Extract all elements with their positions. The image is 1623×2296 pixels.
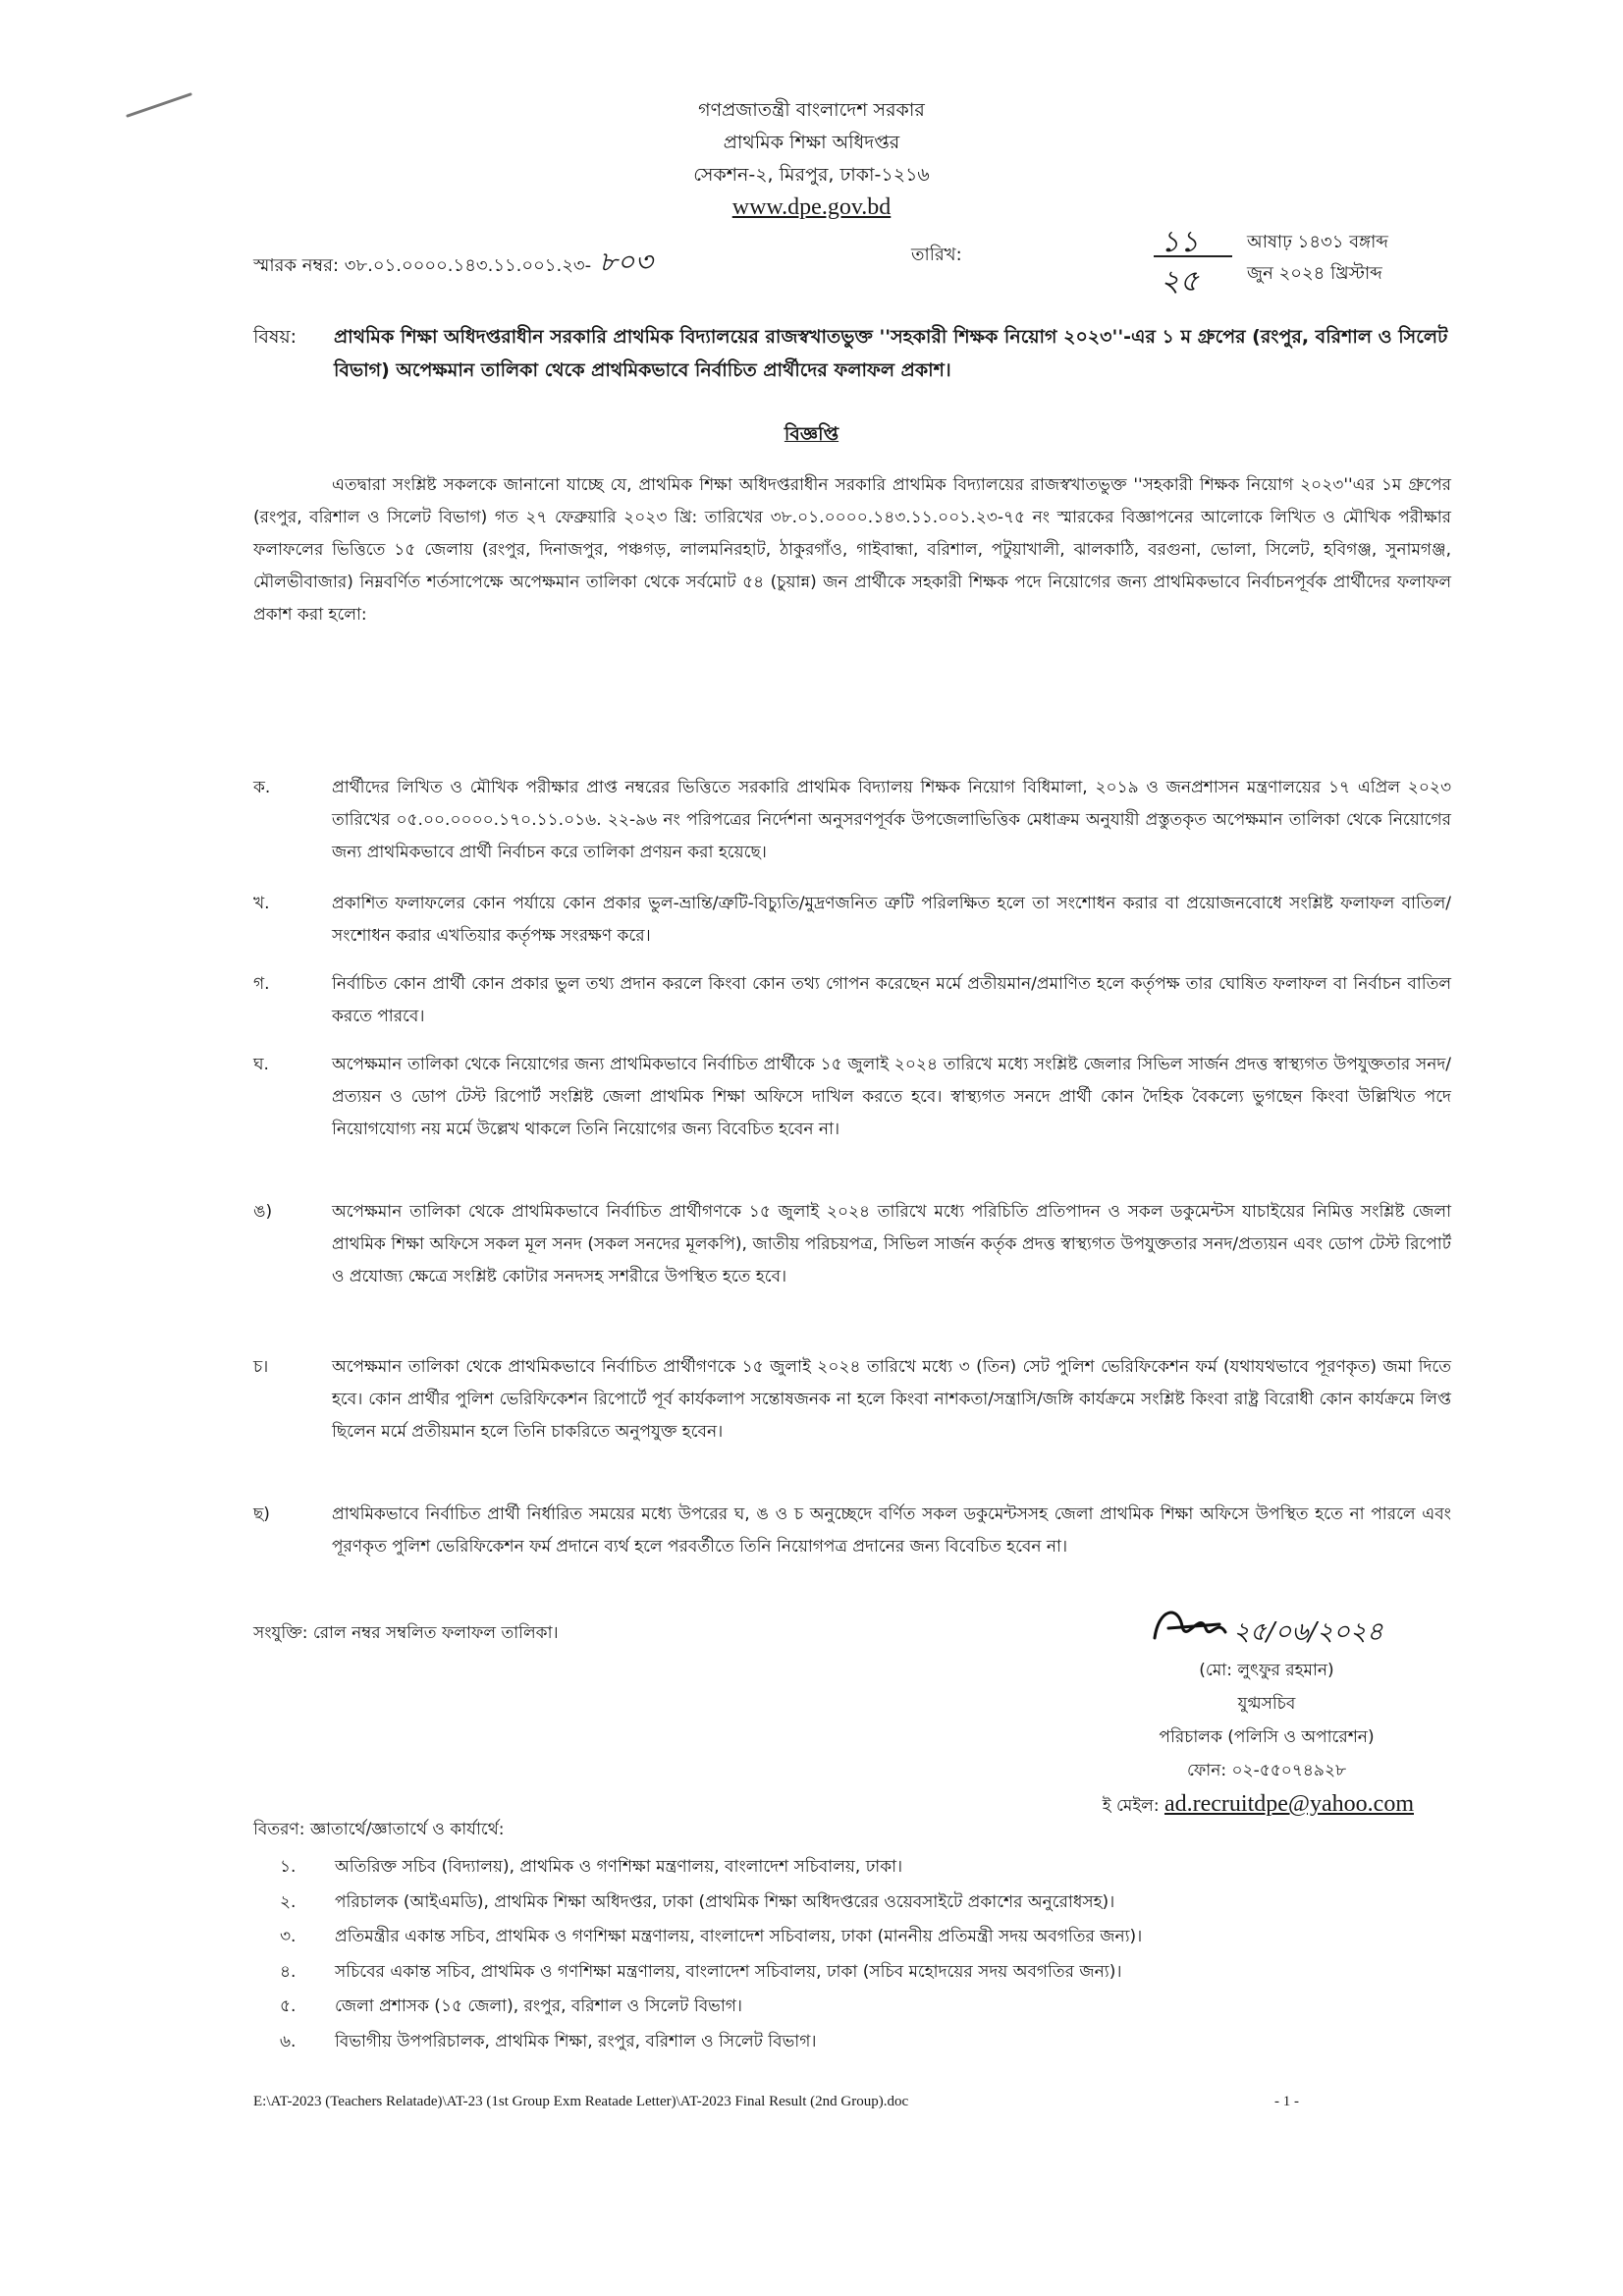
subject-text: প্রাথমিক শিক্ষা অধিদপ্তরাধীন সরকারি প্রাথমিক বিদ্যালয়ের রাজস্বখাতভুক্ত ''সহকারী শিক্ষক নিয়োগ ২০২৩''-এর ১ ম গ্রুপের (রংপুর, বরিশাল ও সিলেট বিভাগ) অপেক্ষমান তালিকা থেকে প্রাথমিকভাবে নির্বাচিত প্রার্থীদের ফলাফল প্রকাশ। — [334, 326, 1448, 381]
distribution-list — [280, 1850, 1448, 2059]
signatory-office: পরিচালক (পলিসি ও অপারেশন) — [1159, 1727, 1375, 1747]
list-number: ৩. — [280, 1927, 297, 1946]
clause-gha — [253, 1049, 1451, 1146]
website-link[interactable]: www.dpe.gov.bd — [731, 194, 892, 220]
clause-ka — [253, 772, 1451, 869]
govt-name: গণপ্রজাতন্ত্রী বাংলাদেশ সরকার — [698, 99, 925, 121]
date-block — [1149, 218, 1463, 297]
clause-marker: ঘ. — [253, 1055, 269, 1074]
handwritten-signature — [1149, 1599, 1404, 1658]
clause-text: অপেক্ষমান তালিকা থেকে প্রাথমিকভাবে নির্বাচিত প্রার্থীগণকে ১৫ জুলাই ২০২৪ তারিখে মধ্যে পরিচিতি প্রতিপাদন ও সকল ডকুমেন্টস যাচাইয়ের নিমিত্ত সংশ্লিষ্ট জেলা প্রাথমিক শিক্ষা অফিসে সকল মূল সনদ (সকল সনদের মূলকপি), জাতীয় পরিচয়পত্র, সিভিল সার্জন কর্তৃক প্রদত্ত স্বাস্থ্যগত উপযুক্ততার সনদ/প্রত্যয়ন এবং ডোপ টেস্ট রিপোর্ট ও প্রযোজ্য ক্ষেত্রে সংশ্লিষ্ট কোটার সনদসহ সশরীরে উপস্থিত হতে হবে। — [332, 1202, 1451, 1286]
signatory-designation: যুগ্মসচিব — [1237, 1694, 1296, 1714]
footer-file-path: E:\AT-2023 (Teachers Relatade)\AT-23 (1st Group Exm Reatade Letter)\AT-2023 Final Result (2nd Group).doc — [253, 2094, 909, 2109]
list-text: জেলা প্রশাসক (১৫ জেলা), রংপুর, বরিশাল ও সিলেট বিভাগ। — [335, 1996, 742, 2016]
list-item — [280, 1920, 1448, 1955]
gregorian-day: ২৫ — [1161, 264, 1199, 299]
clause-marker: ক. — [253, 778, 271, 797]
email-label: ই মেইল: — [1102, 1796, 1160, 1816]
letterhead — [0, 94, 1623, 224]
clause-cha — [253, 1351, 1451, 1449]
list-item — [280, 2025, 1448, 2060]
memo-handwritten-number: ৮০৩ — [599, 246, 653, 278]
clause-marker: গ. — [253, 974, 270, 994]
list-item — [280, 1886, 1448, 1921]
signatory-block — [982, 1654, 1414, 1823]
office-address: সেকশন-২, মিরপুর, ঢাকা-১২১৬ — [693, 164, 930, 186]
clause-marker: খ. — [253, 894, 270, 913]
subject-label: বিষয়: — [253, 326, 298, 348]
list-text: পরিচালক (আইএমডি), প্রাথমিক শিক্ষা অধিদপ্তর, ঢাকা (প্রাথমিক শিক্ষা অধিদপ্তরের ওয়েবসাইটে প্রকাশের অনুরোধসহ)। — [335, 1891, 1115, 1912]
list-text: প্রতিমন্ত্রীর একান্ত সচিব, প্রাথমিক ও গণশিক্ষা মন্ত্রণালয়, বাংলাদেশ সচিবালয়, ঢাকা (মাননীয় প্রতিমন্ত্রী সদয় অবগতির জন্য)। — [335, 1927, 1143, 1946]
signature-date: ২৫/০৬/২০২৪ — [1233, 1617, 1383, 1647]
clause-text: অপেক্ষমান তালিকা থেকে প্রাথমিকভাবে নির্বাচিত প্রার্থীগণকে ১৫ জুলাই ২০২৪ তারিখে মধ্যে ৩ (তিন) সেট পুলিশ ভেরিফিকেশন ফর্ম (যথাযথভাবে পূরণকৃত) জমা দিতে হবে। কোন প্রার্থীর পুলিশ ভেরিফিকেশন রিপোর্টে পূর্ব কার্যকলাপ সন্তোষজনক না হলে কিংবা নাশকতা/সন্ত্রাসি/জঙ্গি কার্যক্রমে সংশ্লিষ্ট কিংবা রাষ্ট্র বিরোধী কোন কার্যক্রমে লিপ্ত ছিলেন মর্মে প্রতীয়মান হলে তিনি চাকরিতে অনুপযুক্ত হবেন। — [332, 1357, 1451, 1442]
subject — [253, 320, 1451, 387]
page-number: - 1 - — [1274, 2094, 1299, 2109]
list-text: বিভাগীয় উপপরিচালক, প্রাথমিক শিক্ষা, রংপুর, বরিশাল ও সিলেট বিভাগ। — [335, 2031, 817, 2051]
clause-text: নির্বাচিত কোন প্রার্থী কোন প্রকার ভুল তথ্য প্রদান করলে কিংবা কোন তথ্য গোপন করেছেন মর্মে প্রতীয়মান/প্রমাণিত হলে কর্তৃপক্ষ তার ঘোষিত ফলাফল বা নির্বাচন বাতিল করতে পারবে। — [332, 974, 1451, 1026]
clause-umo — [253, 1196, 1451, 1293]
list-number: ৪. — [280, 1961, 297, 1982]
attachment-note: সংযুক্তি: রোল নম্বর সম্বলিত ফলাফল তালিকা। — [253, 1623, 559, 1643]
clause-marker: চ। — [253, 1357, 269, 1377]
gregorian-date-text: জুন ২০২৪ খ্রিস্টাব্দ — [1247, 263, 1382, 284]
clause-kha — [253, 888, 1451, 953]
list-number: ৬. — [280, 2031, 297, 2051]
list-item — [280, 1990, 1448, 2025]
distribution-title: বিতরণ: জ্ঞাতার্থে/জ্ঞাতার্থে ও কার্যার্থে: — [253, 1820, 505, 1839]
list-item — [280, 1850, 1448, 1886]
date-label: তারিখ: — [911, 245, 962, 265]
clause-chha — [253, 1499, 1451, 1563]
clause-marker: ঙ) — [253, 1202, 273, 1222]
bangla-date-text: আষাঢ় ১৪৩১ বঙ্গাব্দ — [1247, 232, 1388, 252]
list-text: সচিবের একান্ত সচিব, প্রাথমিক ও গণশিক্ষা মন্ত্রণালয়, বাংলাদেশ সচিবালয়, ঢাকা (সচিব মহোদয়ের সদয় অবগতির জন্য)। — [335, 1961, 1122, 1982]
clause-text: প্রার্থীদের লিখিত ও মৌখিক পরীক্ষার প্রাপ্ত নম্বরের ভিত্তিতে সরকারি প্রাথমিক বিদ্যালয় শিক্ষক নিয়োগ বিধিমালা, ২০১৯ ও জনপ্রশাসন মন্ত্রণালয়ের ১৭ এপ্রিল ২০২৩ তারিখের ০৫.০০.০০০০.১৭০.১১.০১৬. ২২-৯৬ নং পরিপত্রের নির্দেশনা অনুসরণপূর্বক উপজেলাভিত্তিক মেধাক্রম অনুযায়ী প্রস্তুতকৃত অপেক্ষমান তালিকা থেকে নিয়োগের জন্য প্রাথমিকভাবে প্রার্থী নির্বাচন করে তালিকা প্রণয়ন করা হয়েছে। — [332, 778, 1451, 862]
clause-ga — [253, 968, 1451, 1033]
intro-paragraph: এতদ্বারা সংশ্লিষ্ট সকলকে জানানো যাচ্ছে যে, প্রাথমিক শিক্ষা অধিদপ্তরাধীন সরকারি প্রাথমিক বিদ্যালয়ের রাজস্বখাতভুক্ত ''সহকারী শিক্ষক নিয়োগ ২০২৩''এর ১ম গ্রুপের (রংপুর, বরিশাল ও সিলেট বিভাগ) গত ২৭ ফেব্রুয়ারি ২০২৩ খ্রি: তারিখের ৩৮.০১.০০০০.১৪৩.১১.০০১.২৩-৭৫ নং স্মারকের বিজ্ঞাপনের আলোকে লিখিত ও মৌখিক পরীক্ষার ফলাফলের ভিত্তিতে ১৫ জেলায় (রংপুর, দিনাজপুর, পঞ্চগড়, লালমনিরহাট, ঠাকুরগাঁও, গাইবান্ধা, বরিশাল, পটুয়াখালী, ঝালকাঠি, বরগুনা, ভোলা, সিলেট, হবিগঞ্জ, সুনামগঞ্জ, মৌলভীবাজার) নিম্নবর্ণিত শর্তসাপেক্ষে অপেক্ষমান তালিকা থেকে সর্বমোট ৫৪ (চুয়ান্ন) জন প্রার্থীকে সহকারী শিক্ষক পদে নিয়োগের জন্য প্রাথমিকভাবে নির্বাচনপূর্বক প্রার্থীদের ফলাফল প্রকাশ করা হলো: — [253, 475, 1451, 625]
memo-label: স্মারক নম্বর: ৩৮.০১.০০০০.১৪৩.১১.০০১.২৩- — [253, 255, 592, 276]
signatory-phone: ফোন: ০২-৫৫০৭৪৯২৮ — [1186, 1761, 1347, 1780]
list-number: ৫. — [280, 1996, 297, 2016]
clause-text: প্রাথমিকভাবে নির্বাচিত প্রার্থী নির্ধারিত সময়ের মধ্যে উপরের ঘ, ঙ ও চ অনুচ্ছেদে বর্ণিত সকল ডকুমেন্টসসহ জেলা প্রাথমিক শিক্ষা অফিসে উপস্থিত হতে না পারলে এবং পূরণকৃত পুলিশ ভেরিফিকেশন ফর্ম প্রদানে ব্যর্থ হলে পরবর্তীতে তিনি নিয়োগপত্র প্রদানের জন্য বিবেচিত হবেন না। — [332, 1504, 1451, 1557]
clause-text: প্রকাশিত ফলাফলের কোন পর্যায়ে কোন প্রকার ভুল-ভ্রান্তি/ত্রুটি-বিচ্যুতি/মুদ্রণজনিত ত্রুটি পরিলক্ষিত হলে তা সংশোধন করার বা প্রয়োজনবোধে সংশ্লিষ্ট ফলাফল বাতিল/সংশোধন করার এখতিয়ার কর্তৃপক্ষ সংরক্ষণ করে। — [332, 894, 1451, 946]
email-link[interactable]: ad.recruitdpe@yahoo.com — [1163, 1791, 1414, 1817]
bangla-day: ১১ — [1161, 225, 1199, 259]
signatory-name: (মো: লুৎফুর রহমান) — [1199, 1661, 1334, 1680]
notice-title: বিজ্ঞপ্তি — [784, 423, 839, 445]
list-text: অতিরিক্ত সচিব (বিদ্যালয়), প্রাথমিক ও গণশিক্ষা মন্ত্রণালয়, বাংলাদেশ সচিবালয়, ঢাকা। — [335, 1857, 903, 1877]
department-name: প্রাথমিক শিক্ষা অধিদপ্তর — [723, 132, 900, 153]
list-item — [280, 1955, 1448, 1991]
list-number: ১. — [280, 1857, 297, 1877]
memo-number — [253, 241, 653, 287]
list-number: ২. — [280, 1891, 297, 1912]
signatory-email-row — [982, 1787, 1414, 1823]
clause-marker: ছ) — [253, 1504, 270, 1524]
clause-text: অপেক্ষমান তালিকা থেকে নিয়োগের জন্য প্রাথমিকভাবে নির্বাচিত প্রার্থীকে ১৫ জুলাই ২০২৪ তারিখে মধ্যে সংশ্লিষ্ট জেলার সিভিল সার্জন প্রদত্ত স্বাস্থ্যগত উপযুক্ততার সনদ/প্রত্যয়ন ও ডোপ টেস্ট রিপোর্ট সংশ্লিষ্ট জেলা প্রাথমিক শিক্ষা অফিসে দাখিল করতে হবে। স্বাস্থ্যগত সনদে প্রার্থী কোন দৈহিক বৈকল্যে ভুগছেন কিংবা উল্লিখিত পদে নিয়োগযোগ্য নয় মর্মে উল্লেখ থাকলে তিনি নিয়োগের জন্য বিবেচিত হবেন না। — [332, 1055, 1451, 1139]
